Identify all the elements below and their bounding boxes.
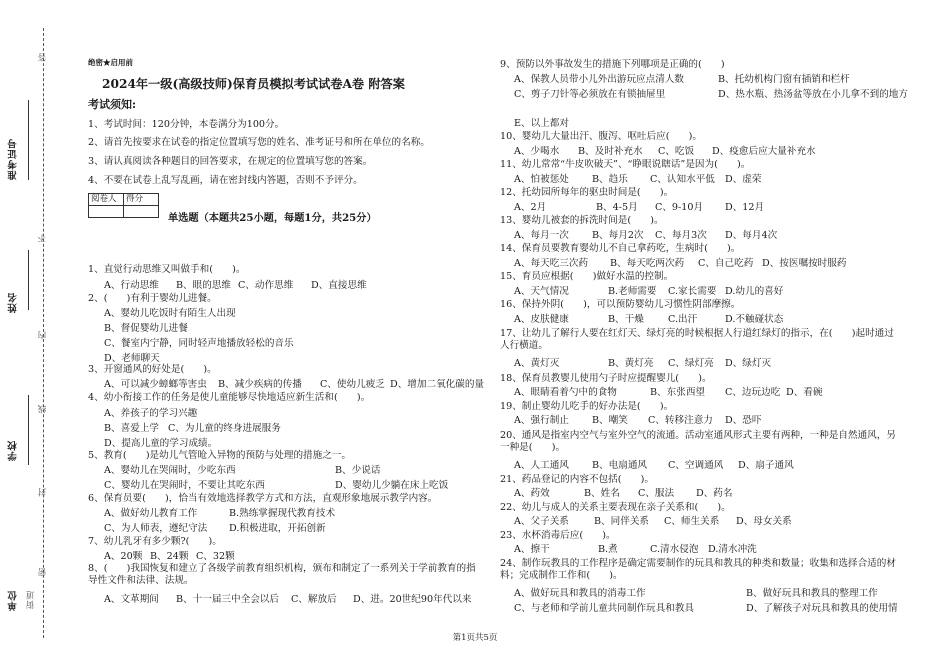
option: C、婴幼儿在哭闹时，不要让其吃东西 — [104, 480, 265, 491]
option: A、20颗 — [104, 551, 143, 562]
option: B、嘲笑 — [592, 415, 628, 426]
option: D、看碗 — [786, 387, 823, 398]
note-item: 4、不要在试卷上乱写乱画，请在密封线内答题，否则不予评分。 — [88, 175, 363, 186]
option: A、养孩子的学习兴趣 — [104, 408, 198, 419]
option: B、姓名 — [584, 488, 620, 499]
option: C、为儿童的终身进展服务 — [168, 423, 281, 434]
question-14: 14、保育员要教育婴幼儿不自己拿药吃，生病时( )。 — [500, 243, 741, 254]
option: B、十一届三中全会以后 — [176, 594, 279, 605]
option: C、动作思维 — [238, 280, 294, 291]
option: D、绿灯灭 — [725, 358, 772, 369]
option: B、24颗 — [150, 551, 189, 562]
option: E、以上都对 — [514, 118, 569, 129]
question-12: 12、托幼园所每年的驱虫时间是( )。 — [500, 187, 674, 198]
question-6: 6、保育员要( )，恰当有效地选择教学方式和方法，直观形象地展示教学内容。 — [88, 493, 438, 504]
option: D、药名 — [696, 488, 733, 499]
question-18: 18、保育员教婴儿使用勺子时应提醒婴儿( )。 — [500, 373, 712, 384]
option: B、少说话 — [335, 465, 381, 476]
option: C、认知水平低 — [650, 174, 715, 185]
option: A、强行制止 — [514, 415, 569, 426]
option: B、减少疾病的传播 — [218, 379, 302, 390]
question-8: 8、( )我国恢复和建立了各级学前教育组织机构，颁布和制定了一系列关于学前教育的指导性文件和法律、法规。 — [88, 563, 476, 586]
question-21: 21、药品登记的内容不包括( )。 — [500, 474, 655, 485]
seal-char-5: 封 — [38, 487, 48, 497]
option: D、增加二氧化碳的量 — [390, 379, 485, 390]
option: D、直接思维 — [311, 280, 367, 291]
option: B、东张西望 — [650, 387, 706, 398]
question-19: 19、制止婴幼儿吃手的好办法是( )。 — [500, 401, 674, 412]
exam-no-label: 准考证号 — [8, 138, 19, 180]
question-3: 3、开窗通风的好处是( )。 — [88, 364, 217, 375]
option: D.积极进取，开拓创新 — [229, 523, 326, 534]
option: B、趋乐 — [592, 174, 628, 185]
option: D、扇子通风 — [738, 460, 794, 471]
street-label: 街道 — [26, 590, 36, 609]
note-item: 2、请首先按要求在试卷的指定位置填写您的姓名、准考证号和所在单位的名称。 — [88, 137, 430, 148]
option: A、皮肤健康 — [514, 314, 569, 325]
option: B、托幼机构门窗有插销和栏杆 — [718, 74, 850, 85]
question-10: 10、婴幼儿大量出汗、腹泻、呕吐后应( )。 — [500, 131, 702, 142]
right-column — [500, 0, 908, 640]
question-17: 17、让幼儿了解行人要在红灯天、绿灯亮的时候根据人行道红绿灯的指示，在( )起时通过人行横道。 — [500, 328, 894, 351]
option: B、每天吃两次药 — [610, 258, 685, 269]
option: B.老师需要 — [608, 286, 657, 297]
page-title: 2024年一级(高级技师)保育员模拟考试试卷A卷 附答案 — [102, 77, 405, 91]
question-11: 11、幼儿常常“牛皮吹破天”、“睁眼说瞎话”是因为( )。 — [500, 159, 751, 170]
reviewer-cell: 阅卷人 — [89, 194, 124, 206]
option: B、每月2次 — [592, 230, 644, 241]
option: C、剪子刀针等必须放在有锁抽屉里 — [514, 89, 666, 100]
question-20: 20、通风是指室内空气与室外空气的流通。活动室通风形式主要有两种，一种是自然通风，另一种是( )。 — [500, 430, 896, 453]
option: D.不触碰状态 — [725, 314, 784, 325]
question-13: 13、婴幼儿被套的拆洗时间是( )。 — [500, 215, 664, 226]
option: D、虚荣 — [725, 174, 762, 185]
option: A、可以减少蟑螂等害虫 — [104, 379, 207, 390]
option: A、每月一次 — [514, 230, 569, 241]
school-label: 学校 — [8, 440, 19, 461]
option: B、干燥 — [608, 314, 644, 325]
option: A、擦干 — [514, 544, 550, 555]
option: C、餐室内宁静，同时轻声地播放轻松的音乐 — [104, 338, 294, 349]
option: C、转移注意力 — [648, 415, 713, 426]
option: C、边玩边吃 — [725, 387, 781, 398]
option: A、眼睛看着勺中的食物 — [514, 387, 617, 398]
option: C、空调通风 — [668, 460, 724, 471]
option: B、及时补充水 — [578, 146, 643, 157]
option: C、32颗 — [196, 551, 235, 562]
option: C.出汗 — [668, 314, 698, 325]
option: B、电扇通风 — [592, 460, 648, 471]
option: B、同伴关系 — [594, 516, 650, 527]
option: D、老师聊天 — [104, 353, 160, 364]
option: A、天气情况 — [514, 286, 569, 297]
question-5: 5、教育( )是幼儿气管呛入异物的预防与处理的措施之一。 — [88, 450, 352, 461]
seal-char-3: 内 — [38, 330, 48, 340]
option: C.清水侵泡 — [650, 544, 699, 555]
option: D.清水冲洗 — [708, 544, 757, 555]
question-7: 7、幼儿乳牙有多少颗?( )。 — [88, 536, 222, 547]
option: C、解放后 — [291, 594, 337, 605]
unit-label: 单位 — [8, 590, 19, 611]
option: C、9-10月 — [655, 202, 704, 213]
seal-char-2: 不 — [38, 233, 48, 243]
note-item: 3、请认真阅读各种题目的回答要求，在规定的位置填写您的答案。 — [88, 156, 373, 167]
option: D、每月4次 — [725, 230, 778, 241]
question-23: 23、水杯消毒后应( )。 — [500, 530, 616, 541]
section-heading: 单选题（本题共25小题，每题1分，共25分） — [168, 212, 377, 224]
option: A、婴幼儿吃饭时有陌生人出现 — [104, 308, 236, 319]
seal-char-4: 线 — [38, 404, 48, 414]
option: A、做好幼儿教育工作 — [104, 508, 198, 519]
option: D、婴幼儿少躺在床上吃饭 — [335, 480, 449, 491]
option: B、黄灯亮 — [608, 358, 654, 369]
name-blank — [28, 250, 29, 310]
question-22: 22、幼儿与成人的关系主要表现在亲子关系和( )。 — [500, 502, 731, 513]
notes-heading: 考试须知: — [88, 98, 137, 111]
option: A、保教人员带小儿外出游玩应点清人数 — [514, 74, 685, 85]
option: D、了解孩子对玩具和教具的使用情 — [746, 603, 898, 614]
seal-char-1: 答 — [38, 52, 48, 62]
option: D、热水瓶、热汤盆等放在小儿拿不到的地方 — [718, 89, 908, 100]
secret-mark: 绝密★启用前 — [88, 58, 133, 67]
option: C、吃饭 — [658, 146, 695, 157]
option: B、喜爱上学 — [104, 423, 160, 434]
option: A、行动思维 — [104, 280, 159, 291]
option: A、父子关系 — [514, 516, 569, 527]
question-15: 15、育员应根据( )做好水温的控制。 — [500, 271, 674, 282]
option: C、师生关系 — [664, 516, 720, 527]
name-label: 姓名 — [8, 292, 19, 313]
option: D.幼儿的喜好 — [725, 286, 784, 297]
option: B、做好玩具和教具的整理工作 — [746, 588, 878, 599]
option: A、怕被惩处 — [514, 174, 569, 185]
score-blank[interactable] — [124, 206, 159, 218]
option: A、每天吃三次药 — [514, 258, 589, 269]
option: A、黄灯灭 — [514, 358, 560, 369]
option: C、使幼儿疲乏 — [320, 379, 385, 390]
exam-no-blank — [28, 100, 29, 180]
option: A、文革期间 — [104, 594, 159, 605]
option: D、进。20世纪90年代以来 — [353, 594, 472, 605]
note-item: 1、考试时间：120分钟，本卷满分为100分。 — [88, 119, 285, 130]
option: C、为人师表，遵纪守法 — [104, 523, 208, 534]
question-24: 24、制作玩教具的工作程序是确定需要制作的玩具和教具的种类和数量；收集和选择合适的材料；完成制作工作和( )。 — [500, 558, 896, 581]
option: A、少喝水 — [514, 146, 560, 157]
option: A、婴幼儿在哭闹时，少吃东西 — [104, 465, 236, 476]
option: D、提高儿童的学习成绩。 — [104, 438, 218, 449]
option: C、自己吃药 — [698, 258, 754, 269]
option: B、督促婴幼儿进餐 — [104, 323, 188, 334]
option: B、4-5月 — [596, 202, 638, 213]
option: D、恐吓 — [725, 415, 762, 426]
left-column — [88, 0, 483, 640]
question-2: 2、( )有利于婴幼儿进餐。 — [88, 293, 217, 304]
option: C、每月3次 — [655, 230, 707, 241]
option: A、做好玩具和教具的消毒工作 — [514, 588, 646, 599]
option: C、与老师和学前儿童共同制作玩具和教具 — [514, 603, 695, 614]
option: A、人工通风 — [514, 460, 569, 471]
option: C.家长需要 — [668, 286, 717, 297]
option: B.煮 — [598, 544, 618, 555]
binding-margin — [0, 0, 62, 671]
page-number: 第1页共5页 — [452, 633, 498, 643]
option: C、绿灯亮 — [668, 358, 714, 369]
score-box — [88, 193, 159, 218]
question-16: 16、保持外阴( )，可以预防婴幼儿习惯性阴部摩擦。 — [500, 299, 741, 310]
option: D、母女关系 — [736, 516, 792, 527]
question-4: 4、幼小衔接工作的任务是使儿童能够尽快地适应新生活和( )。 — [88, 392, 371, 403]
seal-char-6: 密 — [38, 567, 48, 577]
option: C、服法 — [638, 488, 675, 499]
school-blank — [28, 395, 29, 465]
score-cell: 得分 — [124, 194, 159, 206]
option: A、药效 — [514, 488, 550, 499]
option: B.熟练掌握现代教育技术 — [229, 508, 336, 519]
option: A、2月 — [514, 202, 547, 213]
reviewer-blank[interactable] — [89, 206, 124, 218]
option: D、疫愈后应大量补充水 — [712, 146, 816, 157]
option: D、按医嘱按时服药 — [762, 258, 847, 269]
option: D、12月 — [725, 202, 765, 213]
option: B、眼的思维 — [176, 280, 232, 291]
question-9: 9、预防以外事故发生的措施下列哪项是正确的( ) — [500, 59, 725, 70]
question-1: 1、直觉行动思维又叫做手和( )。 — [88, 264, 246, 275]
